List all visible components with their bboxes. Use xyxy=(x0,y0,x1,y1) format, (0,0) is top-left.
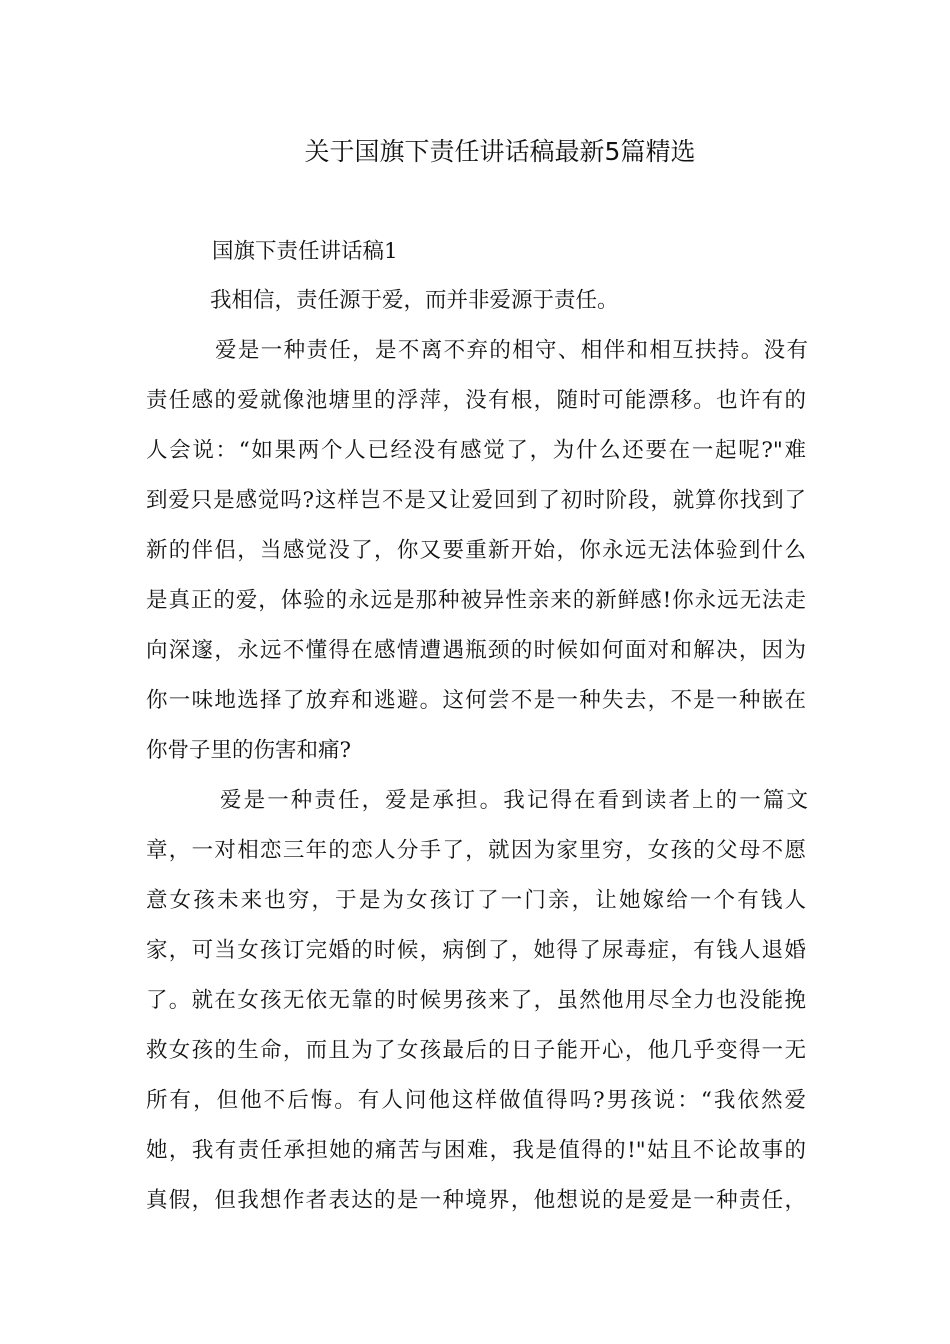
document-title: 关于国旗下责任讲话稿最新5篇精选 xyxy=(304,137,696,166)
paragraph-line-8: 向深邃，永远不懂得在感情遭遇瓶颈的时候如何面对和解决，因为 xyxy=(146,638,806,663)
paragraph-line-15: 了。就在女孩无依无靠的时候男孩来了，虽然他用尽全力也没能挽 xyxy=(146,988,806,1013)
paragraph-line-10: 你骨子里的伤害和痛? xyxy=(146,738,352,763)
paragraph-line-11: 爱是一种责任，爱是承担。我记得在看到读者上的一篇文 xyxy=(220,788,808,813)
paragraph-line-9: 你一味地选择了放弃和逃避。这何尝不是一种失去，不是一种嵌在 xyxy=(146,688,806,713)
paragraph-line-13: 意女孩未来也穷，于是为女孩订了一门亲，让她嫁给一个有钱人 xyxy=(146,888,806,913)
paragraph-line-16: 救女孩的生命，而且为了女孩最后的日子能开心，他几乎变得一无 xyxy=(146,1038,806,1063)
paragraph-line-4: 人会说：“如果两个人已经没有感觉了，为什么还要在一起呢?"难 xyxy=(146,438,806,463)
paragraph-line-1: 我相信，责任源于爱，而并非爱源于责任。 xyxy=(210,288,619,313)
paragraph-line-18: 她，我有责任承担她的痛苦与困难，我是值得的!"姑且不论故事的 xyxy=(146,1138,806,1163)
paragraph-line-12: 章，一对相恋三年的恋人分手了，就因为家里穷，女孩的父母不愿 xyxy=(146,838,806,863)
section-heading: 国旗下责任讲话稿1 xyxy=(212,239,398,264)
paragraph-line-3: 责任感的爱就像池塘里的浮萍，没有根，随时可能漂移。也许有的 xyxy=(146,388,806,413)
paragraph-line-5: 到爱只是感觉吗?这样岂不是又让爱回到了初时阶段，就算你找到了 xyxy=(146,488,806,513)
paragraph-line-19: 真假，但我想作者表达的是一种境界，他想说的是爱是一种责任， xyxy=(146,1188,806,1213)
paragraph-line-2: 爱是一种责任，是不离不弃的相守、相伴和相互扶持。没有 xyxy=(215,338,808,363)
paragraph-line-14: 家，可当女孩订完婚的时候，病倒了，她得了尿毒症，有钱人退婚 xyxy=(146,938,806,963)
paragraph-line-7: 是真正的爱，体验的永远是那种被异性亲来的新鲜感!你永远无法走 xyxy=(146,588,806,613)
paragraph-line-6: 新的伴侣，当感觉没了，你又要重新开始，你永远无法体验到什么 xyxy=(146,538,806,563)
paragraph-line-17: 所有，但他不后悔。有人问他这样做值得吗?男孩说：“我依然爱 xyxy=(146,1088,806,1113)
